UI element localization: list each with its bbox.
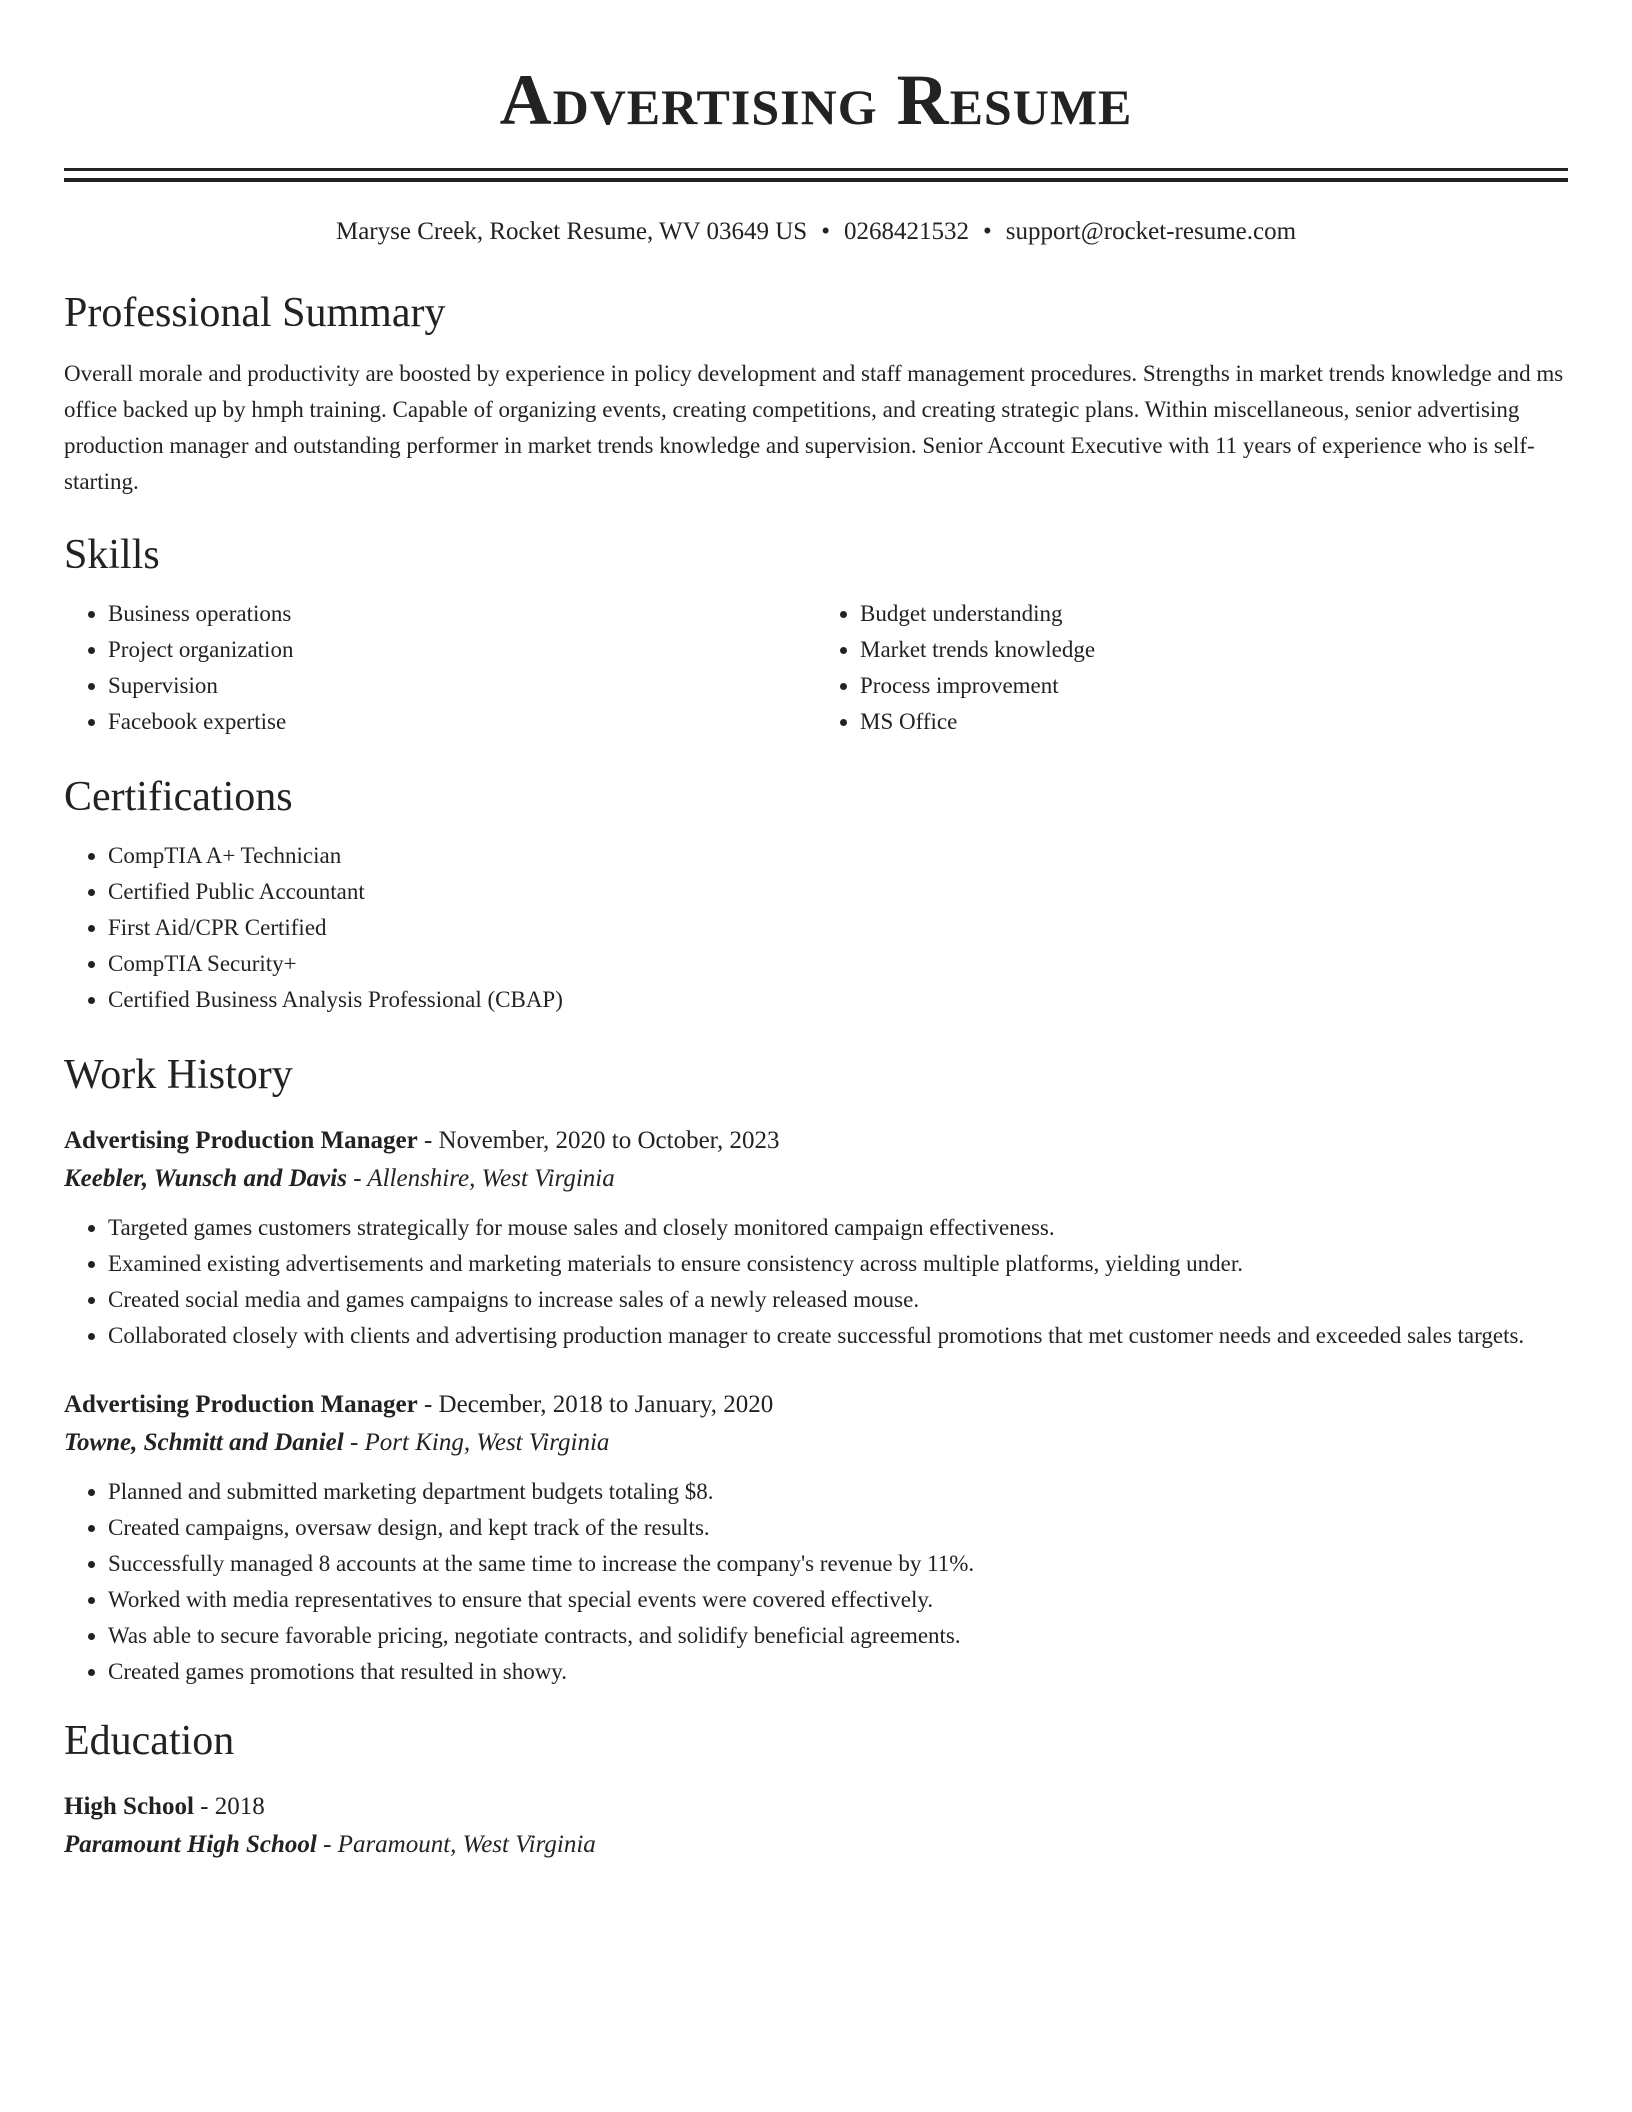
summary-section [64, 288, 1568, 500]
contact-phone: 0268421532 [843, 218, 969, 245]
skill-item: • Supervision [108, 668, 816, 704]
job-bullet: • Created social media and games campaigns to increase sales of a newly released mouse. [108, 1282, 1568, 1318]
education-degree-line [64, 1788, 1568, 1826]
skill-item: • Process improvement [860, 668, 1568, 704]
section-heading-education: Education [64, 1718, 235, 1764]
work-history-section [64, 1050, 1568, 1690]
contact-email: support@rocket-resume.com [1005, 218, 1297, 245]
job-bullet: • Worked with media representatives to ensure that special events were covered effectively. [108, 1582, 1568, 1618]
title-rule-top [64, 168, 1568, 171]
job-bullets [64, 1210, 1568, 1354]
skill-item: • Facebook expertise [108, 704, 816, 740]
education-degree: High School [64, 1793, 194, 1820]
education-entry [64, 1788, 1568, 1864]
job-bullet: • Was able to secure favorable pricing, negotiate contracts, and solidify beneficial agreements. [108, 1618, 1568, 1654]
skills-list-right [816, 596, 1568, 740]
summary-text: Overall morale and productivity are boosted by experience in policy development and staff management procedures. Strengths in market trends knowledge and ms office backed up by hmph training. Capable of organizing events, creating competitions, and creating strategic plans. Within miscellaneous, senior advertising production manager and outstanding performer in market trends knowledge and supervision. Senior Account Executive with 11 years of experience who is self-starting. [64, 361, 1564, 494]
contact-separator: • [821, 218, 830, 245]
section-heading-skills: Skills [64, 532, 160, 578]
job-location: - Port King, West Virginia [343, 1429, 610, 1456]
education-year: - 2018 [193, 1793, 265, 1820]
job-dates: - November, 2020 to October, 2023 [417, 1127, 780, 1154]
job-location: - Allenshire, West Virginia [346, 1165, 615, 1192]
job-bullet: • Planned and submitted marketing department budgets totaling $8. [108, 1474, 1568, 1510]
skill-item: • Project organization [108, 632, 816, 668]
job-entry [64, 1122, 1568, 1354]
job-bullet: • Targeted games customers strategically for mouse sales and closely monitored campaign effectiveness. [108, 1210, 1568, 1246]
education-location: - Paramount, West Virginia [316, 1831, 596, 1858]
certification-item: • CompTIA A+ Technician [108, 838, 1568, 874]
job-company: Towne, Schmitt and Daniel [64, 1429, 344, 1456]
job-title-line [64, 1386, 1568, 1424]
certification-item: • CompTIA Security+ [108, 946, 1568, 982]
job-bullet: • Collaborated closely with clients and advertising production manager to create successful promotions that met customer needs and exceeded sales targets. [108, 1318, 1568, 1354]
job-bullet: • Examined existing advertisements and marketing materials to ensure consistency across multiple platforms, yielding under. [108, 1246, 1568, 1282]
section-heading-summary: Professional Summary [64, 290, 446, 336]
job-bullet: • Created games promotions that resulted in showy. [108, 1654, 1568, 1690]
job-entry [64, 1386, 1568, 1690]
job-company: Keebler, Wunsch and Davis [64, 1165, 347, 1192]
job-title: Advertising Production Manager [64, 1391, 418, 1418]
job-company-line [64, 1424, 1568, 1462]
contact-address: Maryse Creek, Rocket Resume, WV 03649 US [335, 218, 808, 245]
title-rule-bottom [64, 178, 1568, 182]
job-bullets [64, 1474, 1568, 1690]
certification-item: • Certified Public Accountant [108, 874, 1568, 910]
certification-item: • Certified Business Analysis Professional (CBAP) [108, 982, 1568, 1018]
skill-item: • Budget understanding [860, 596, 1568, 632]
education-school: Paramount High School [64, 1831, 317, 1858]
job-company-line [64, 1160, 1568, 1198]
certification-item: • First Aid/CPR Certified [108, 910, 1568, 946]
section-heading-certifications: Certifications [64, 774, 293, 820]
skill-item: • Market trends knowledge [860, 632, 1568, 668]
job-bullet: • Successfully managed 8 accounts at the same time to increase the company's revenue by 11%. [108, 1546, 1568, 1582]
skill-item: • Business operations [108, 596, 816, 632]
certifications-section [64, 772, 1568, 1018]
section-heading-work-history: Work History [64, 1052, 293, 1098]
education-section [64, 1716, 1568, 1864]
skill-item: • MS Office [860, 704, 1568, 740]
certifications-list [64, 838, 1568, 1018]
skills-list-left [64, 596, 816, 740]
contact-line [64, 216, 1568, 248]
job-bullet: • Created campaigns, oversaw design, and kept track of the results. [108, 1510, 1568, 1546]
job-title: Advertising Production Manager [64, 1127, 418, 1154]
contact-separator: • [982, 218, 992, 245]
job-title-line [64, 1122, 1568, 1160]
resume-title: Advertising Resume [499, 60, 1133, 140]
skills-section [64, 530, 1568, 740]
skills-grid [64, 596, 1568, 740]
job-dates: - December, 2018 to January, 2020 [417, 1391, 774, 1418]
education-school-line [64, 1826, 1568, 1864]
